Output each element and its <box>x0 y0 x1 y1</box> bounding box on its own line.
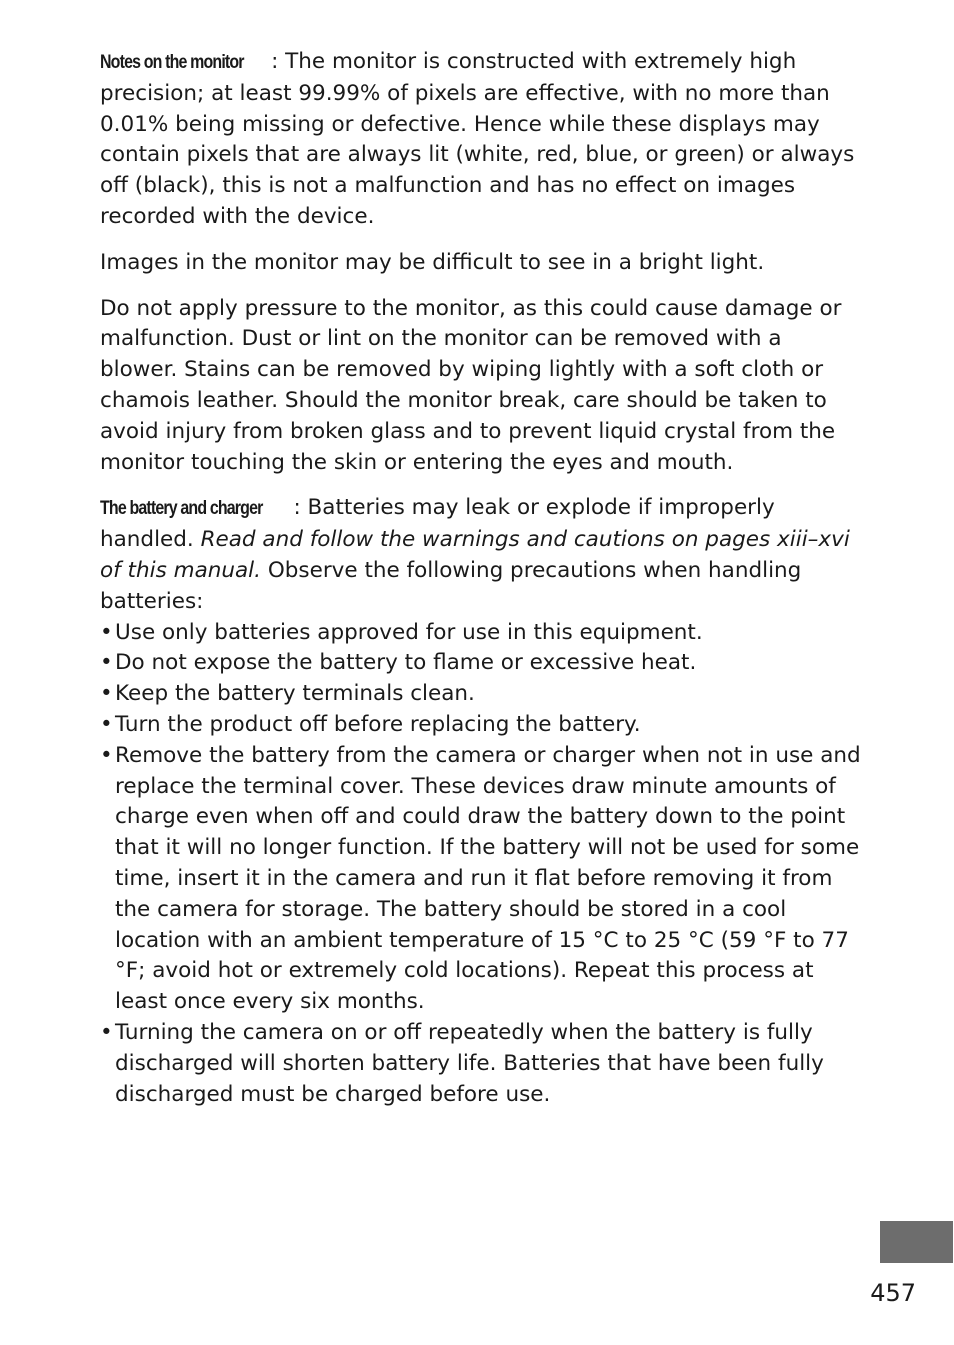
list-item-text: Turning the camera on or off repeatedly when the battery is fully discharged will shorten battery life. Batteries that have been fully discharged must be charged before use. <box>115 1019 824 1107</box>
monitor-notes-paragraph <box>100 47 862 233</box>
section-thumb-tab <box>880 1221 953 1263</box>
bullet-icon: • <box>100 1019 113 1045</box>
page-number: 457 <box>870 1279 916 1307</box>
page-content <box>100 47 862 1110</box>
battery-intro-paragraph <box>100 493 862 617</box>
list-item-text: Turn the product off before replacing the battery. <box>115 711 641 737</box>
list-item <box>100 1018 862 1110</box>
bullet-icon: • <box>100 619 113 645</box>
battery-intro-text-a: : Batteries may leak or explode if improperly handled. <box>100 495 775 553</box>
battery-precautions-list <box>100 618 862 1111</box>
battery-heading: The battery and charger <box>100 498 263 520</box>
list-item-text: Keep the battery terminals clean. <box>115 681 475 707</box>
bullet-icon: • <box>100 742 113 768</box>
monitor-pressure-paragraph: Do not apply pressure to the monitor, as this could cause damage or malfunction. Dust or lint on the monitor can be removed with a blower. Stains can be removed by wiping lightly with a soft cloth or chamois leather. Should the monitor break, care should be taken to avoid injury from broken glass and to prevent liquid crystal from the monitor touching the skin or entering the eyes and mouth. <box>100 295 842 475</box>
bullet-icon: • <box>100 711 113 737</box>
list-item <box>100 618 862 649</box>
list-item-text: Remove the battery from the camera or charger when not in use and replace the terminal cover. These devices draw minute amounts of charge even when off and could draw the battery down to the point that it will no longer function. If the battery will not be used for some time, insert it in the camera and run it flat before removing it from the camera for storage. The battery should be stored in a cool location with an ambient temperature of 15 °C to 25 °C (59 °F to 77 °F; avoid hot or extremely cold locations). Repeat this process at least once every six months. <box>115 742 861 1015</box>
list-item-text: Do not expose the battery to flame or excessive heat. <box>115 650 697 676</box>
monitor-notes-text: : The monitor is constructed with extremely high precision; at least 99.99% of pixels are effective, with no more than 0.01% being missing or defective. Hence while these displays may contain pixels that are always lit (white, red, blue, or green) or always off (black), this is not a malfunction and has no effect on images recorded with the device. <box>100 49 855 229</box>
monitor-bright-light-paragraph: Images in the monitor may be difficult to see in a bright light. <box>100 249 765 275</box>
list-item <box>100 741 862 1018</box>
monitor-notes-heading: Notes on the monitor <box>100 52 244 73</box>
list-item <box>100 679 862 710</box>
list-item-text: Use only batteries approved for use in this equipment. <box>115 619 703 645</box>
bullet-icon: • <box>100 681 113 707</box>
list-item <box>100 710 862 741</box>
battery-intro-italic: Read and follow the warnings and cautions on pages xiii–xvi of this manual. <box>100 527 850 583</box>
list-item <box>100 648 862 679</box>
bullet-icon: • <box>100 650 113 676</box>
battery-intro-text-b: Observe the following precautions when handling batteries: <box>100 557 802 614</box>
